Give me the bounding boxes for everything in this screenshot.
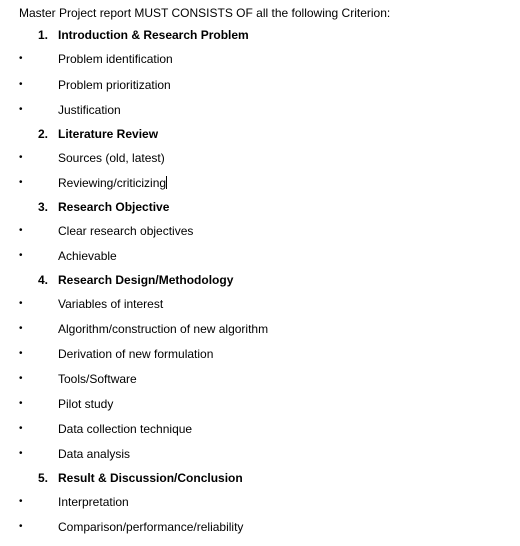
section-title: Research Design/Methodology xyxy=(58,273,234,287)
bullet-icon: • xyxy=(19,53,23,64)
section-title: Research Objective xyxy=(58,200,170,214)
list-item-text: Variables of interest xyxy=(58,297,164,311)
bullet-icon: • xyxy=(19,398,23,409)
bullet-icon: • xyxy=(19,104,23,115)
section-number: 2. xyxy=(38,127,49,141)
list-item-text: Algorithm/construction of new algorithm xyxy=(58,322,269,336)
list-item xyxy=(0,223,520,239)
section-number: 3. xyxy=(38,200,49,214)
section-heading xyxy=(0,272,520,288)
list-item xyxy=(0,175,520,191)
section-heading xyxy=(0,27,520,43)
bullet-icon: • xyxy=(19,298,23,309)
list-item-text-value[interactable]: Reviewing/criticizing xyxy=(58,176,167,190)
section-number: 4. xyxy=(38,273,49,287)
list-item-text[interactable] xyxy=(58,175,167,191)
list-item xyxy=(0,446,520,462)
list-item xyxy=(0,248,520,264)
bullet-icon: • xyxy=(19,348,23,359)
list-item-text: Tools/Software xyxy=(58,372,137,386)
bullet-icon: • xyxy=(19,448,23,459)
list-item xyxy=(0,519,520,535)
bullet-icon: • xyxy=(19,323,23,334)
list-item xyxy=(0,421,520,437)
bullet-icon: • xyxy=(19,152,23,163)
bullet-icon: • xyxy=(19,423,23,434)
list-item xyxy=(0,296,520,312)
text-cursor xyxy=(166,176,167,189)
list-item xyxy=(0,102,520,118)
list-item xyxy=(0,494,520,510)
list-item xyxy=(0,150,520,166)
bullet-icon: • xyxy=(19,177,23,188)
list-item-text: Derivation of new formulation xyxy=(58,347,214,361)
intro-text: Master Project report MUST CONSISTS OF all the following Criterion: xyxy=(19,6,391,20)
section-title: Result & Discussion/Conclusion xyxy=(58,471,243,485)
section-heading xyxy=(0,126,520,142)
bullet-icon: • xyxy=(19,250,23,261)
section-number: 1. xyxy=(38,28,49,42)
list-item-text: Data collection technique xyxy=(58,422,193,436)
list-item xyxy=(0,321,520,337)
bullet-icon: • xyxy=(19,79,23,90)
list-item-text: Comparison/performance/reliability xyxy=(58,520,244,534)
list-item xyxy=(0,51,520,67)
list-item-text: Pilot study xyxy=(58,397,114,411)
list-item-text: Problem prioritization xyxy=(58,78,171,92)
list-item xyxy=(0,77,520,93)
list-item-text: Data analysis xyxy=(58,447,131,461)
list-item xyxy=(0,396,520,412)
bullet-icon: • xyxy=(19,496,23,507)
section-title: Literature Review xyxy=(58,127,159,141)
list-item-text: Justification xyxy=(58,103,121,117)
list-item-text: Sources (old, latest) xyxy=(58,151,165,165)
bullet-icon: • xyxy=(19,521,23,532)
list-item xyxy=(0,346,520,362)
section-heading xyxy=(0,199,520,215)
bullet-icon: • xyxy=(19,373,23,384)
section-number: 5. xyxy=(38,471,49,485)
list-item xyxy=(0,371,520,387)
section-heading xyxy=(0,470,520,486)
list-item-text: Problem identification xyxy=(58,52,173,66)
list-item-text: Achievable xyxy=(58,249,117,263)
bullet-icon: • xyxy=(19,225,23,236)
section-title: Introduction & Research Problem xyxy=(58,28,249,42)
list-item-text: Interpretation xyxy=(58,495,129,509)
list-item-text: Clear research objectives xyxy=(58,224,194,238)
